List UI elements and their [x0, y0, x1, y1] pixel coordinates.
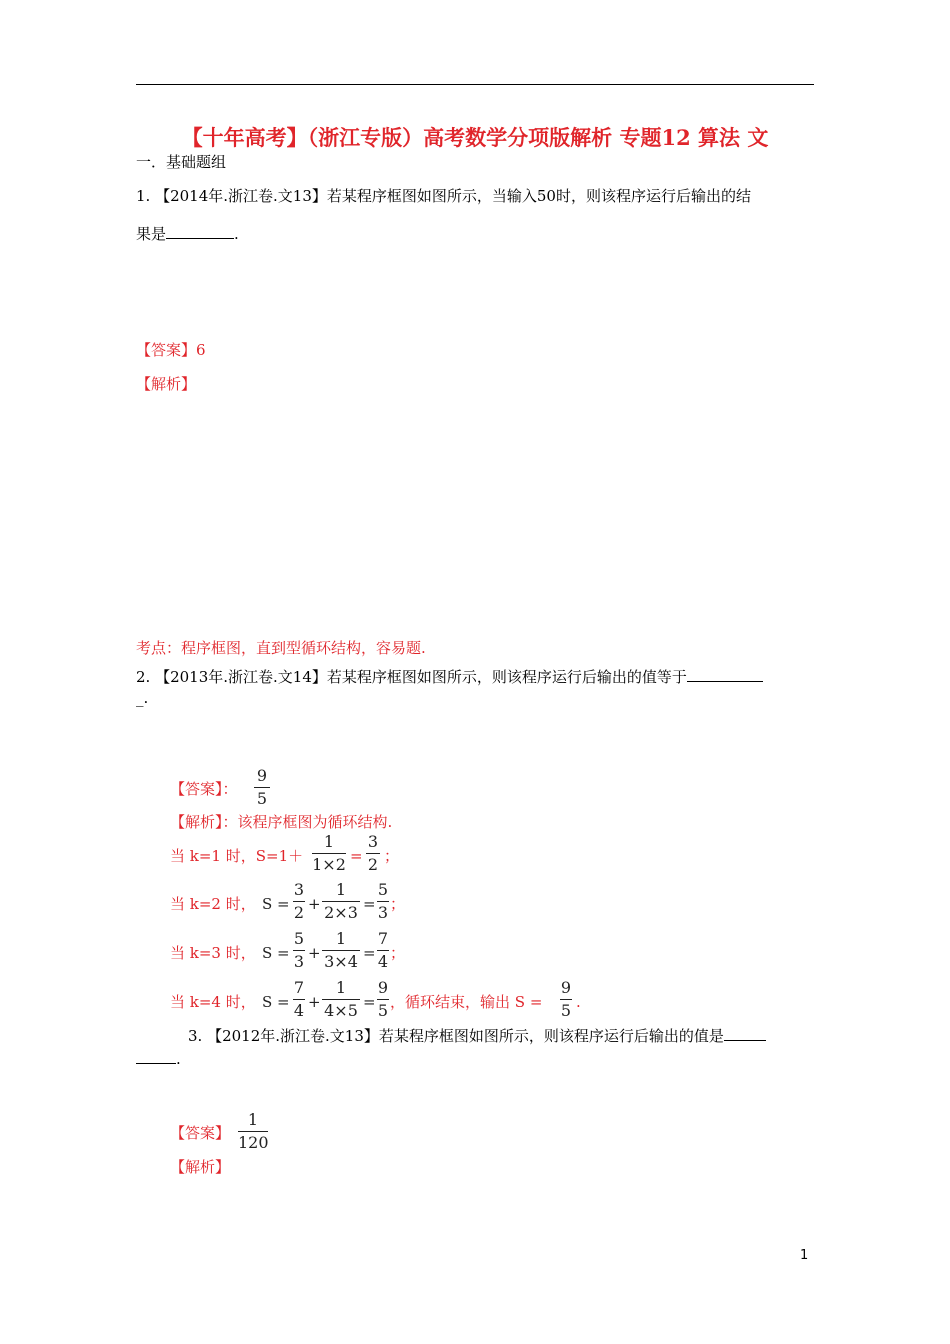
page-number: 1 — [800, 1248, 809, 1263]
answer-blank — [166, 224, 234, 239]
step-k3-fraction-a: 5 3 — [293, 929, 305, 971]
step-k3-fraction-c: 7 4 — [377, 929, 389, 971]
step-k1-prefix: 当 k=1 时，S=1＋ — [170, 847, 304, 865]
answer-1: 【答案】6 — [136, 341, 206, 359]
step-k3-prefix: 当 k=3 时， — [170, 944, 256, 962]
question-2-line2: _. — [136, 689, 149, 707]
step-k4-fraction-a: 7 4 — [293, 978, 305, 1020]
step-k2-fraction-c: 5 3 — [377, 880, 389, 922]
question-number: 3. — [188, 1027, 203, 1045]
step-k4-fraction-b: 1 4×5 — [322, 979, 360, 1020]
document-title: 【十年高考】（浙江专版）高考数学分项版解析 专题12 算法 文 — [181, 125, 769, 150]
answer-2-fraction: 9 5 — [254, 767, 270, 808]
answer-blank — [136, 1049, 176, 1064]
kaodian-note: 考点：程序框图，直到型循环结构，容易题. — [136, 639, 426, 657]
question-2 — [136, 667, 763, 687]
analysis-1-label: 【解析】 — [136, 375, 197, 393]
answer-3-fraction: 1 120 — [238, 1110, 269, 1152]
header-rule — [136, 84, 814, 85]
question-3-line2: . — [136, 1049, 181, 1069]
section-heading: 一．基础题组 — [136, 153, 227, 171]
step-k2-fraction-b: 1 2×3 — [322, 881, 360, 922]
question-number: 2. — [136, 668, 151, 686]
question-text: 【2014年.浙江卷.文13】若某程序框图如图所示，当输入50时，则该程序运行后输出的结 — [155, 187, 751, 205]
answer-3-label: 【答案】 — [170, 1124, 231, 1142]
step-k4-prefix: 当 k=4 时， — [170, 993, 256, 1011]
step-k1-fraction-b: 3 2 — [367, 832, 379, 874]
answer-2-label: 【答案】： — [170, 780, 238, 798]
question-1-line2: 果是 . — [136, 225, 239, 243]
step-k4-output-fraction: 9 5 — [560, 978, 572, 1020]
answer-blank — [724, 1026, 766, 1041]
question-1 — [136, 186, 751, 206]
question-number: 1. — [136, 187, 151, 205]
question-text: 【2013年.浙江卷.文14】若某程序框图如图所示，则该程序运行后输出的值等于 — [155, 668, 687, 686]
analysis-2-label: 【解析】：该程序框图为循环结构. — [170, 813, 393, 831]
question-text: 【2012年.浙江卷.文13】若某程序框图如图所示，则该程序运行后输出的值是 — [207, 1027, 724, 1045]
question-3 — [188, 1026, 766, 1046]
step-k2-prefix: 当 k=2 时， — [170, 895, 256, 913]
step-k2-fraction-a: 3 2 — [293, 880, 305, 922]
answer-blank — [687, 667, 763, 682]
analysis-3-label: 【解析】 — [170, 1158, 231, 1176]
step-k3-fraction-b: 1 3×4 — [322, 930, 360, 971]
step-k4-fraction-c: 9 5 — [377, 978, 389, 1020]
step-k1-fraction-a: 1 1×2 — [312, 832, 346, 874]
